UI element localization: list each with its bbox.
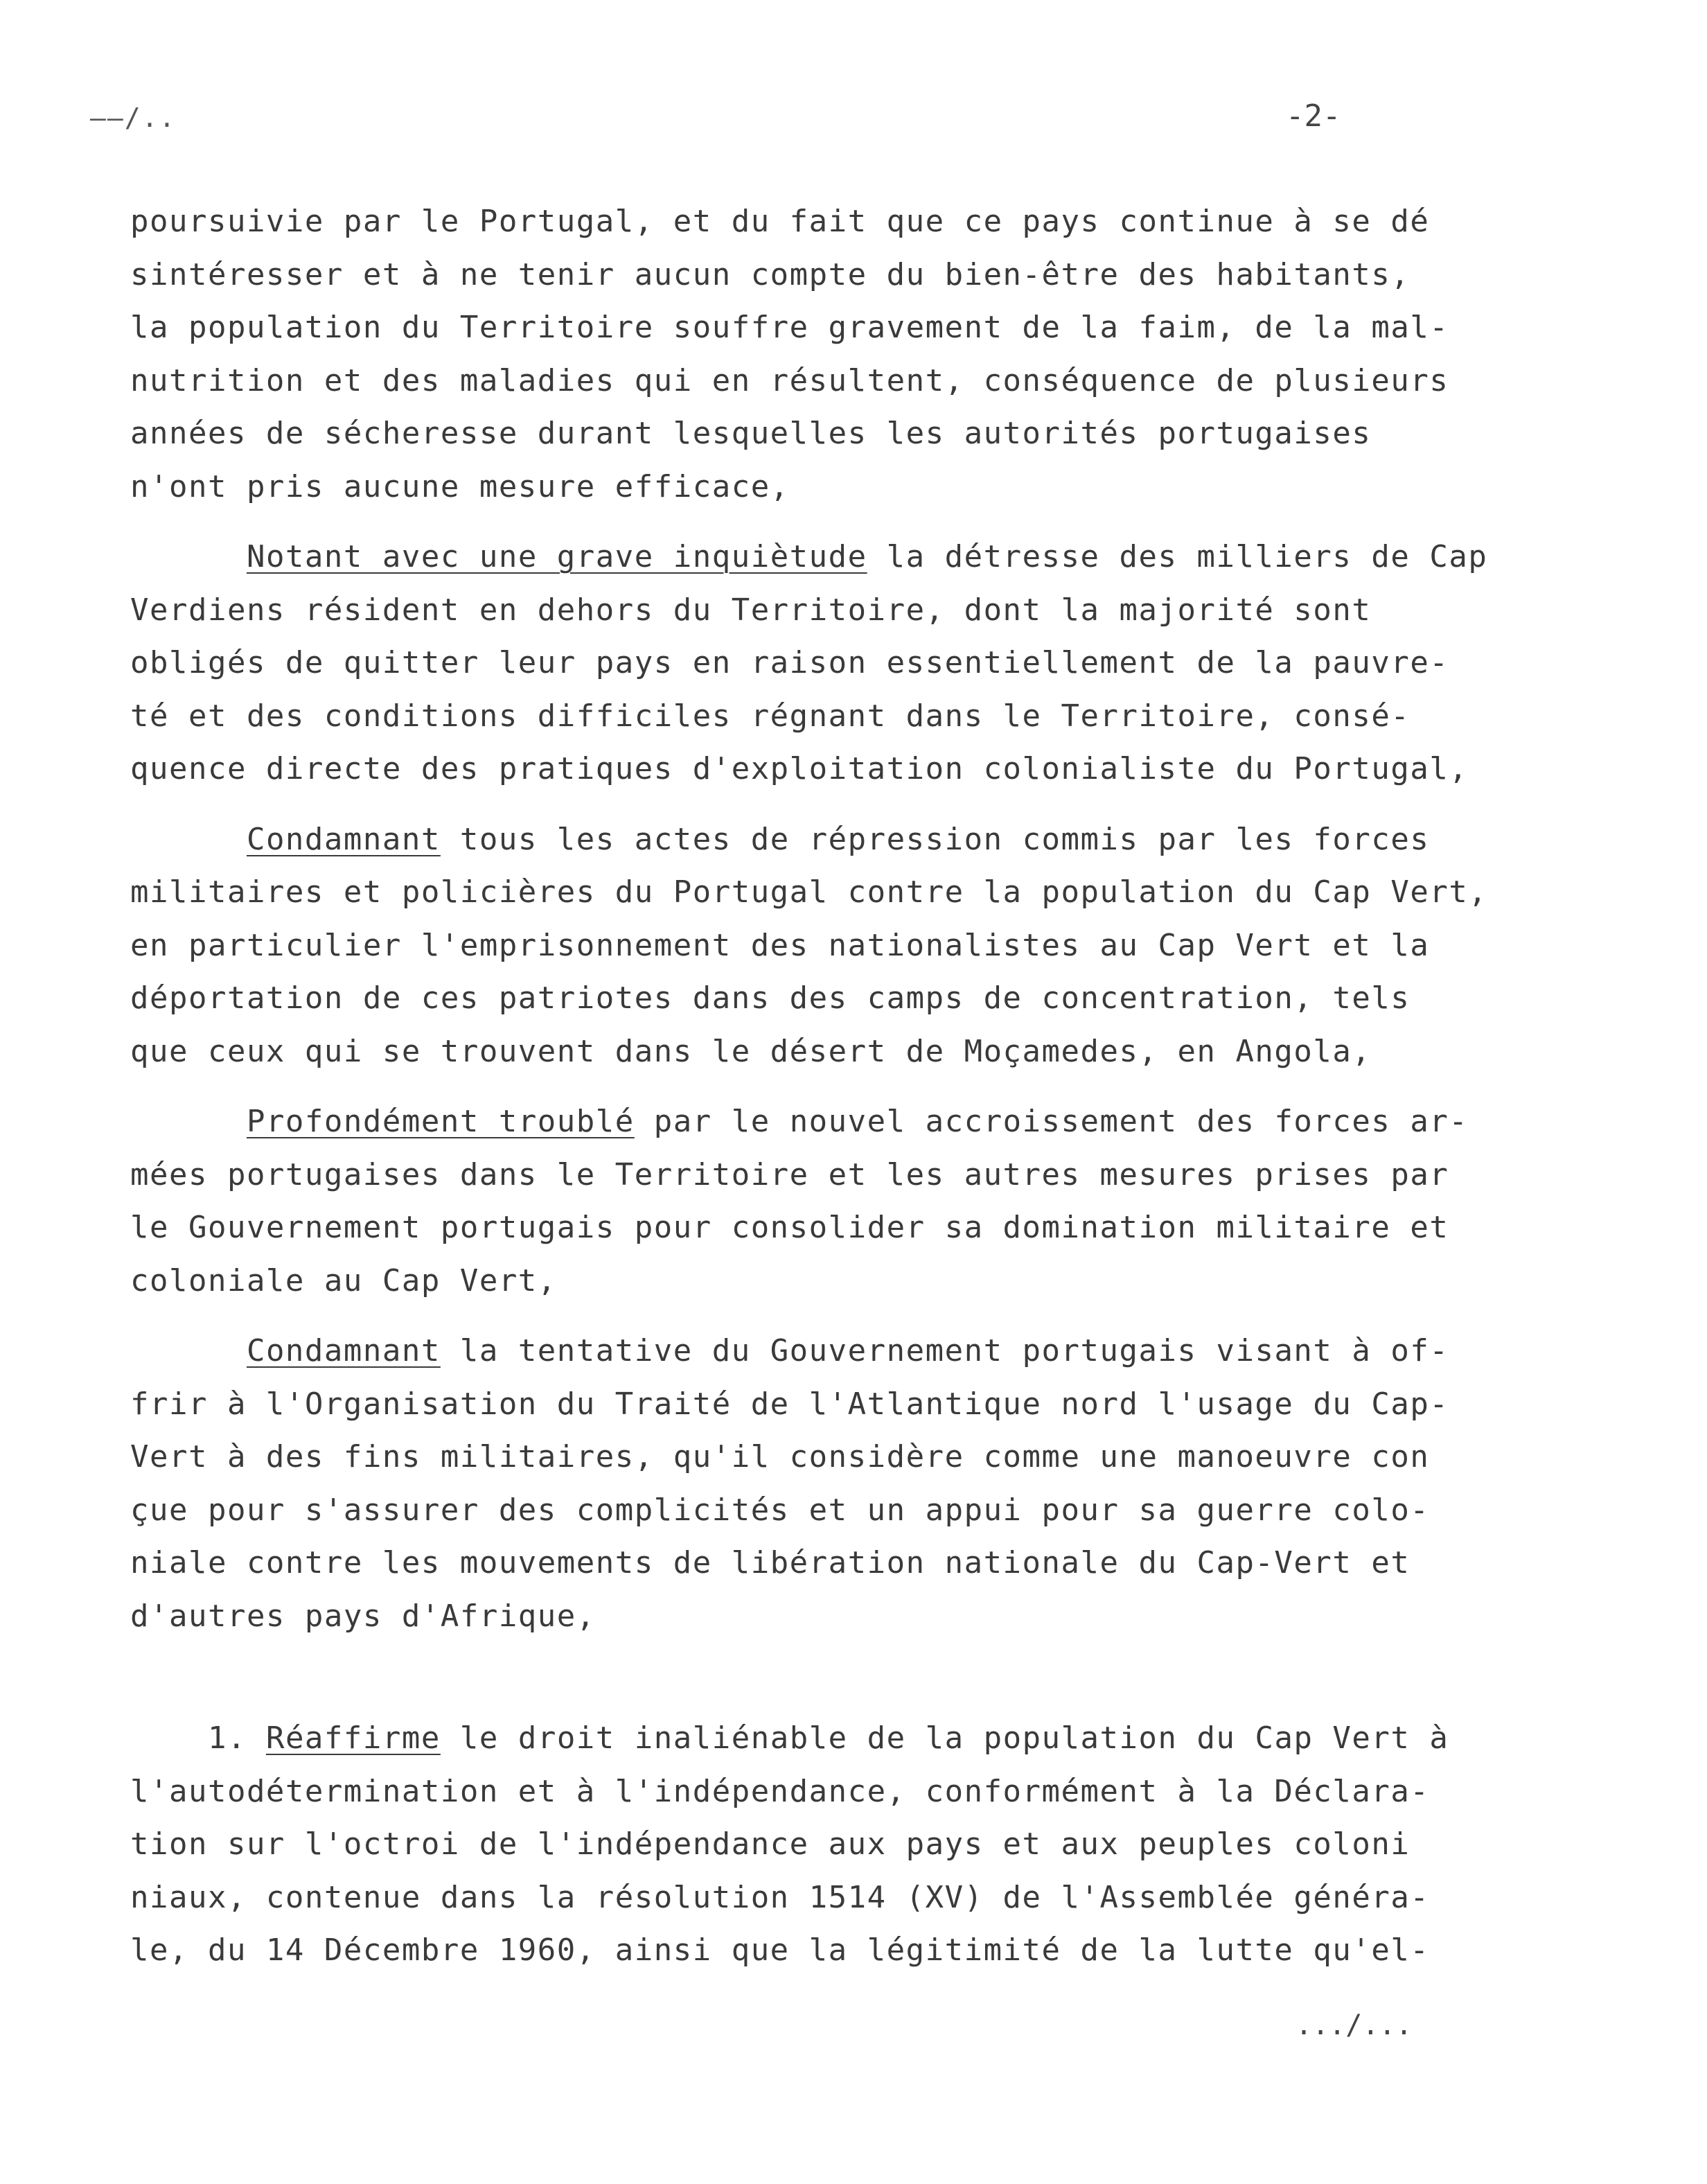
text-line: Vert à des fins militaires, qu'il considère comme une manoeuvre con (130, 1439, 1430, 1474)
text-line: le Gouvernement portugais pour consolider sa domination militaire et (130, 1210, 1449, 1245)
paragraph-operative-1 (130, 1712, 1557, 1978)
text-line: l'autodétermination et à l'indépendance, conformément à la Déclara- (130, 1773, 1430, 1809)
footer-continuation-mark: .../... (1295, 2009, 1413, 2041)
paragraph-condamnant-2 (130, 1325, 1557, 1643)
text-line (130, 1712, 1557, 1765)
paragraph-lead-phrase: Condamnant (246, 821, 441, 857)
text-line: quence directe des pratiques d'exploitation colonialiste du Portugal, (130, 751, 1469, 786)
paragraph-lead-phrase: Notant avec une grave inquiètude (246, 539, 867, 574)
paragraph-profondement (130, 1095, 1557, 1307)
text-fragment: la tentative du Gouvernement portugais visant à of- (440, 1333, 1449, 1368)
document-body (130, 195, 1557, 1978)
text-line: tion sur l'octroi de l'indépendance aux pays et aux peuples coloni (130, 1826, 1410, 1862)
paragraph-lead-phrase: Profondément troublé (246, 1104, 635, 1139)
header-continuation-mark: ——/.. (90, 103, 177, 133)
text-line: la population du Territoire souffre gravement de la faim, de la mal- (130, 310, 1449, 345)
text-fragment: par le nouvel accroissement des forces ar- (634, 1104, 1469, 1139)
text-line: sintéresser et à ne tenir aucun compte du bien-être des habitants, (130, 256, 1410, 292)
text-line: n'ont pris aucune mesure efficace, (130, 468, 790, 504)
text-line: çue pour s'assurer des complicités et un appui pour sa guerre colo- (130, 1492, 1430, 1528)
text-line: niale contre les mouvements de libération nationale du Cap-Vert et (130, 1545, 1410, 1580)
text-line (130, 1325, 1557, 1378)
paragraph-condamnant-1 (130, 813, 1557, 1079)
paragraph-number: 1. (207, 1720, 247, 1756)
paragraph-lead-phrase: Réaffirme (265, 1720, 441, 1756)
text-fragment: tous les actes de répression commis par les forces (440, 821, 1430, 857)
paragraph-lead-phrase: Condamnant (246, 1333, 441, 1368)
text-line: Verdiens résident en dehors du Territoire, dont la majorité sont (130, 592, 1372, 628)
text-fragment: la détresse des milliers de Cap (867, 539, 1488, 574)
text-line (130, 531, 1557, 584)
text-line: le, du 14 Décembre 1960, ainsi que la légitimité de la lutte qu'el- (130, 1932, 1430, 1968)
text-line: frir à l'Organisation du Traité de l'Atlantique nord l'usage du Cap- (130, 1386, 1449, 1422)
text-line: té et des conditions difficiles régnant dans le Territoire, consé- (130, 698, 1410, 734)
text-line (130, 813, 1557, 867)
text-line: d'autres pays d'Afrique, (130, 1598, 596, 1634)
text-line: déportation de ces patriotes dans des camps de concentration, tels (130, 980, 1410, 1016)
text-line: que ceux qui se trouvent dans le désert de Moçamedes, en Angola, (130, 1033, 1372, 1069)
text-line: niaux, contenue dans la résolution 1514 (XV) de l'Assemblée généra- (130, 1879, 1430, 1915)
text-line: militaires et policières du Portugal contre la population du Cap Vert, (130, 874, 1488, 910)
paragraph-notant (130, 531, 1557, 796)
text-fragment: le droit inaliénable de la population du Cap Vert à (440, 1720, 1449, 1756)
text-line: obligés de quitter leur pays en raison essentiellement de la pauvre- (130, 645, 1449, 680)
text-line: coloniale au Cap Vert, (130, 1262, 557, 1298)
text-line: nutrition et des maladies qui en résultent, conséquence de plusieurs (130, 362, 1449, 398)
page-number: -2- (1286, 98, 1341, 134)
text-line: mées portugaises dans le Territoire et les autres mesures prises par (130, 1156, 1449, 1192)
text-line: poursuivie par le Portugal, et du fait que ce pays continue à se dé (130, 204, 1430, 239)
text-line (130, 1095, 1557, 1149)
text-line: en particulier l'emprisonnement des nationalistes au Cap Vert et la (130, 927, 1430, 963)
paragraph-1 (130, 195, 1557, 513)
text-line: années de sécheresse durant lesquelles les autorités portugaises (130, 416, 1372, 451)
